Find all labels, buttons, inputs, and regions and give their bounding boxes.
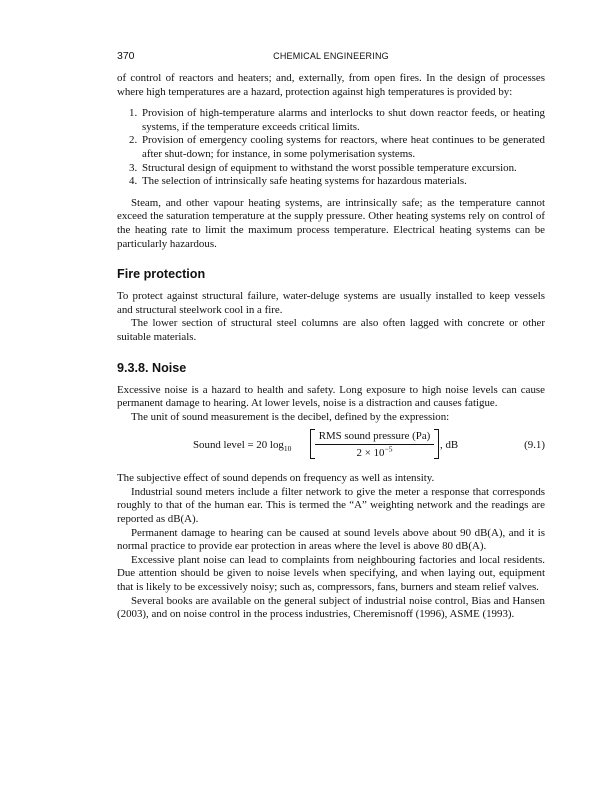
fire-protection-heading: Fire protection [117,267,206,282]
list-text: Provision of high-temperature alarms and interlocks to shut down reactor feeds, or heating systems, if the temperature exceeds critical limits. [142,107,545,133]
log-base: 10 [283,444,292,454]
list-text: The selection of intrinsically safe heating systems for hazardous materials. [142,175,467,188]
list-number: 1. [129,107,138,120]
fire-paragraph-1: To protect against structural failure, water-deluge systems are usually installed to keep vessels and structural steelwork cool in a fire. [117,290,545,316]
denominator-base: 2 × 10 [356,447,385,460]
decibel-equation [117,428,545,468]
noise-paragraph-6: Excessive plant noise can lead to complaints from neighbouring factories and local residents. Due attention should be given to noise levels when specifying, and when laying out, equipment that is likely to be excessively noisy; such as, compressors, fans, burners and steam relief valves. [117,553,545,594]
fire-paragraph-2: The lower section of structural steel columns are also often lagged with concrete or other suitable materials. [117,317,545,343]
equation-lhs-text: Sound level = 20 log [193,439,284,452]
fraction-denominator [315,445,434,460]
list-text: Provision of emergency cooling systems for reactors, where heat continues to be generated after shut-down; for instance, in some polymerisation systems. [142,134,545,160]
list-item [117,107,545,134]
equation-lhs [193,439,291,453]
list-item [117,162,545,176]
noise-paragraph-4: Industrial sound meters include a filter network to give the meter a response that corresponds roughly to that of the human ear. This is termed the “A” weighting network and the readings are reported as dB(A). [117,485,545,526]
equation-fraction [315,429,434,460]
list-number: 3. [129,161,138,174]
denominator-exponent: −5 [384,444,393,454]
intro-paragraph: of control of reactors and heaters; and, externally, from open fires. In the design of processes where high temperatures are a hazard, protection against high temperatures is provided by: [117,72,545,98]
noise-paragraph-3: The subjective effect of sound depends on frequency as well as intensity. [117,472,435,485]
list-item [117,175,545,189]
noise-paragraph-2: The unit of sound measurement is the decibel, defined by the expression: [131,410,450,423]
equation-bracket [310,429,439,459]
list-text: Structural design of equipment to withstand the worst possible temperature excursion. [142,161,517,174]
book-page [117,50,545,622]
list-number: 2. [129,134,138,147]
page-number: 370 [117,50,135,62]
page-header [117,50,545,66]
fraction-numerator: RMS sound pressure (Pa) [315,429,434,445]
steam-paragraph: Steam, and other vapour heating systems, are intrinsically safe; as the temperature cannot exceed the saturation temperature at the supply pressure. Other heating systems rely on control of the heating rate to limit the maximum process temperature. Electrical heating systems can be particularly hazardous. [117,196,545,250]
noise-paragraph-5: Permanent damage to hearing can be caused at sound levels above about 90 dB(A), and it is normal practice to provide ear protection in areas where the level is above 80 dB(A). [117,526,545,553]
noise-paragraph-1: Excessive noise is a hazard to health and safety. Long exposure to high noise levels can cause permanent damage to hearing. At lower levels, noise is a distraction and causes fatigue. [117,383,545,410]
equation-number: (9.1) [524,439,545,452]
noise-paragraph-7: Several books are available on the general subject of industrial noise control, Bias and Hansen (2003), and on noise control in the process industries, Cheremisnoff (1996), ASME (1993). [117,594,545,621]
equation-unit: , dB [440,439,459,452]
noise-heading: 9.3.8. Noise [117,360,187,375]
list-number: 4. [129,175,138,188]
running-title: CHEMICAL ENGINEERING [273,51,389,61]
list-item [117,134,545,161]
protection-list [117,107,545,189]
